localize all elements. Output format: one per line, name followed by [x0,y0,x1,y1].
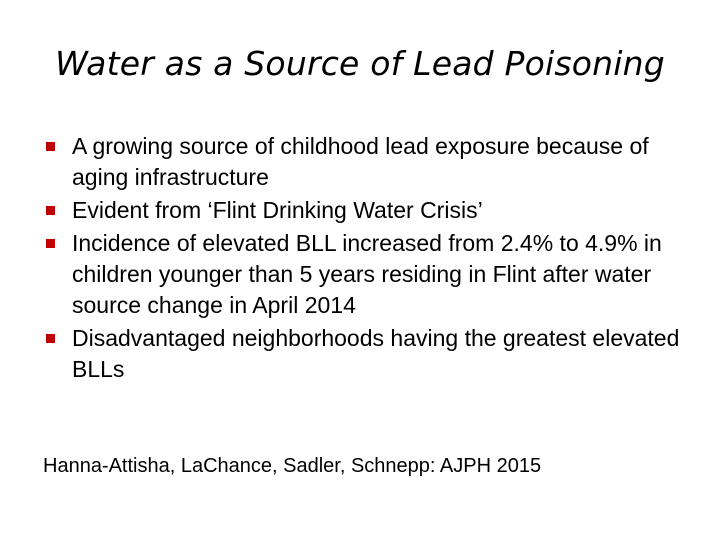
bullet-list [46,131,686,387]
citation: Hanna-Attisha, LaChance, Sadler, Schnepp: AJPH 2015 [43,455,542,477]
bullet-item [46,323,686,385]
bullet-item [46,228,686,321]
square-bullet-icon [46,334,55,343]
bullet-item [46,131,686,193]
bullet-text: Incidence of elevated BLL increased from 2.4% to 4.9% in children younger than 5 years residing in Flint after water source change in April 2014 [72,230,662,318]
square-bullet-icon [46,142,55,151]
bullet-text: Disadvantaged neighborhoods having the greatest elevated BLLs [72,325,680,382]
square-bullet-icon [46,206,55,215]
bullet-text: A growing source of childhood lead exposure because of aging infrastructure [72,133,649,190]
slide-title: Water as a Source of Lead Poisoning [55,44,665,83]
square-bullet-icon [46,239,55,248]
bullet-text: Evident from ‘Flint Drinking Water Crisis’ [72,197,483,223]
bullet-item [46,195,686,226]
